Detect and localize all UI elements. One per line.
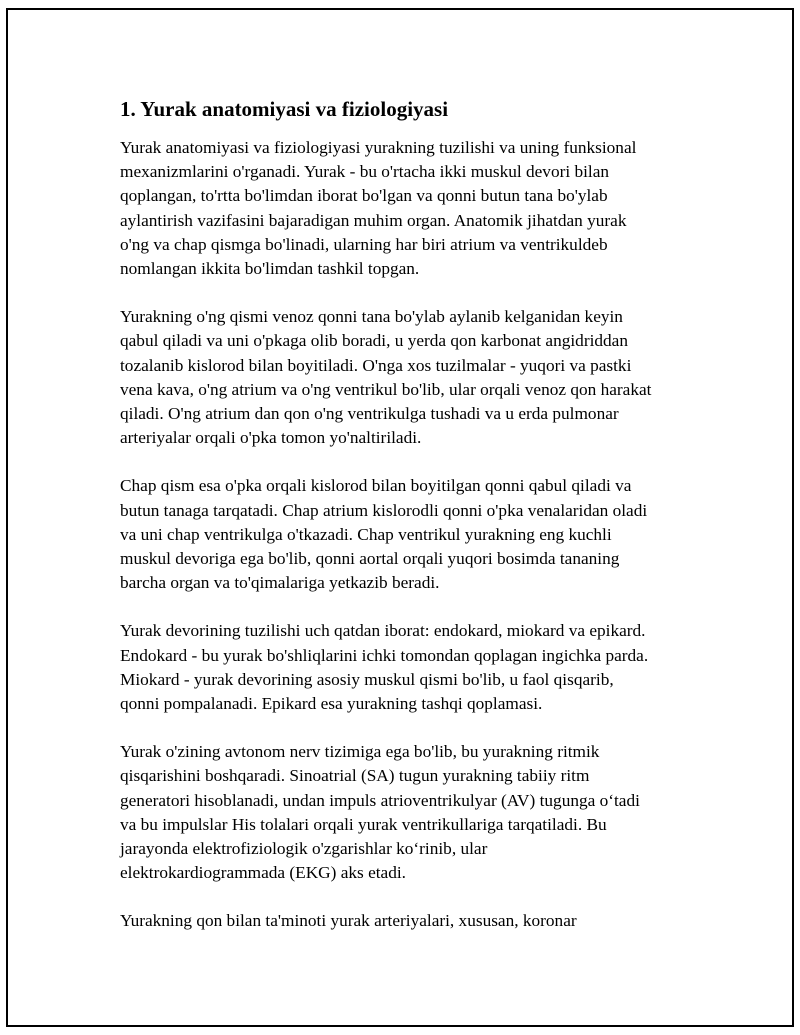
text-line: qabul qiladi va uni o'pkaga olib boradi, u yerda qon karbonat angidriddan [120,331,628,351]
text-line: va uni chap ventrikulga o'tkazadi. Chap ventrikul yurakning eng kuchli [120,524,612,544]
paragraph-1 [120,136,720,281]
text-line: aylantirish vazifasini bajaradigan muhim organ. Anatomik jihatdan yurak [120,210,627,230]
text-line: o'ng va chap qismga bo'linadi, ularning har biri atrium va ventrikuldeb [120,234,608,254]
text-line: va bu impulslar His tolalari orqali yurak ventrikullariga tarqatiladi. Bu [120,814,607,834]
text-line: Yurakning qon bilan ta'minoti yurak arteriyalari, xususan, koronar [120,911,577,931]
text-line: Yurak o'zining avtonom nerv tizimiga ega bo'lib, bu yurakning ritmik [120,742,600,762]
text-line: arteriyalar orqali o'pka tomon yo'naltiriladi. [120,428,422,448]
text-line: butun tanaga tarqatadi. Chap atrium kislorodli qonni o'pka venalaridan oladi [120,500,648,520]
text-line: vena kava, o'ng atrium va o'ng ventrikul bo'lib, ular orqali venoz qon harakat [120,379,652,399]
text-line: nomlangan ikkita bo'limdan tashkil topgan. [120,259,420,279]
text-line: Endokard - bu yurak bo'shliqlarini ichki tomondan qoplagan ingichka parda. [120,645,649,665]
text-line: Yurak devorining tuzilishi uch qatdan iborat: endokard, miokard va epikard. [120,621,646,641]
text-line: muskul devoriga ega bo'lib, qonni aortal orqali yuqori bosimda tananing [120,549,620,569]
text-line: qiladi. O'ng atrium dan qon o'ng ventrikulga tushadi va u erda pulmonar [120,404,619,424]
text-line: mexanizmlarini o'rganadi. Yurak - bu o'rtacha ikki muskul devori bilan [120,162,610,182]
paragraph-2 [120,305,720,450]
text-line: qonni pompalanadi. Epikard esa yurakning tashqi qoplamasi. [120,694,543,714]
paragraph-4 [120,619,720,716]
text-line: barcha organ va to'qimalariga yetkazib beradi. [120,573,440,593]
text-line: generatori hisoblanadi, undan impuls atrioventrikulyar (AV) tugunga o‘tadi [120,790,640,810]
paragraph-6 [120,909,720,933]
paragraph-5 [120,740,720,885]
text-line: Miokard - yurak devorining asosiy muskul qismi bo'lib, u faol qisqarib, [120,669,614,689]
text-line: elektrokardiogrammada (EKG) aks etadi. [120,863,406,883]
text-line: Yurakning o'ng qismi venoz qonni tana bo'ylab aylanib kelganidan keyin [120,307,623,327]
text-line: jarayonda elektrofiziologik o'zgarishlar ko‘rinib, ular [120,839,488,859]
text-line: qisqarishini boshqaradi. Sinoatrial (SA) tugun yurakning tabiiy ritm [120,766,590,786]
document-body [120,94,720,958]
page-frame [6,8,794,1027]
section-heading: 1. Yurak anatomiyasi va fiziologiyasi [120,97,449,121]
paragraph-3 [120,474,720,595]
text-line: qoplangan, to'rtta bo'limdan iborat bo'lgan va qonni butun tana bo'ylab [120,186,608,206]
text-line: Yurak anatomiyasi va fiziologiyasi yurakning tuzilishi va uning funksional [120,138,637,157]
text-line: tozalanib kislorod bilan boyitiladi. O'nga xos tuzilmalar - yuqori va pastki [120,355,632,375]
text-line: Chap qism esa o'pka orqali kislorod bilan boyitilgan qonni qabul qiladi va [120,476,632,496]
